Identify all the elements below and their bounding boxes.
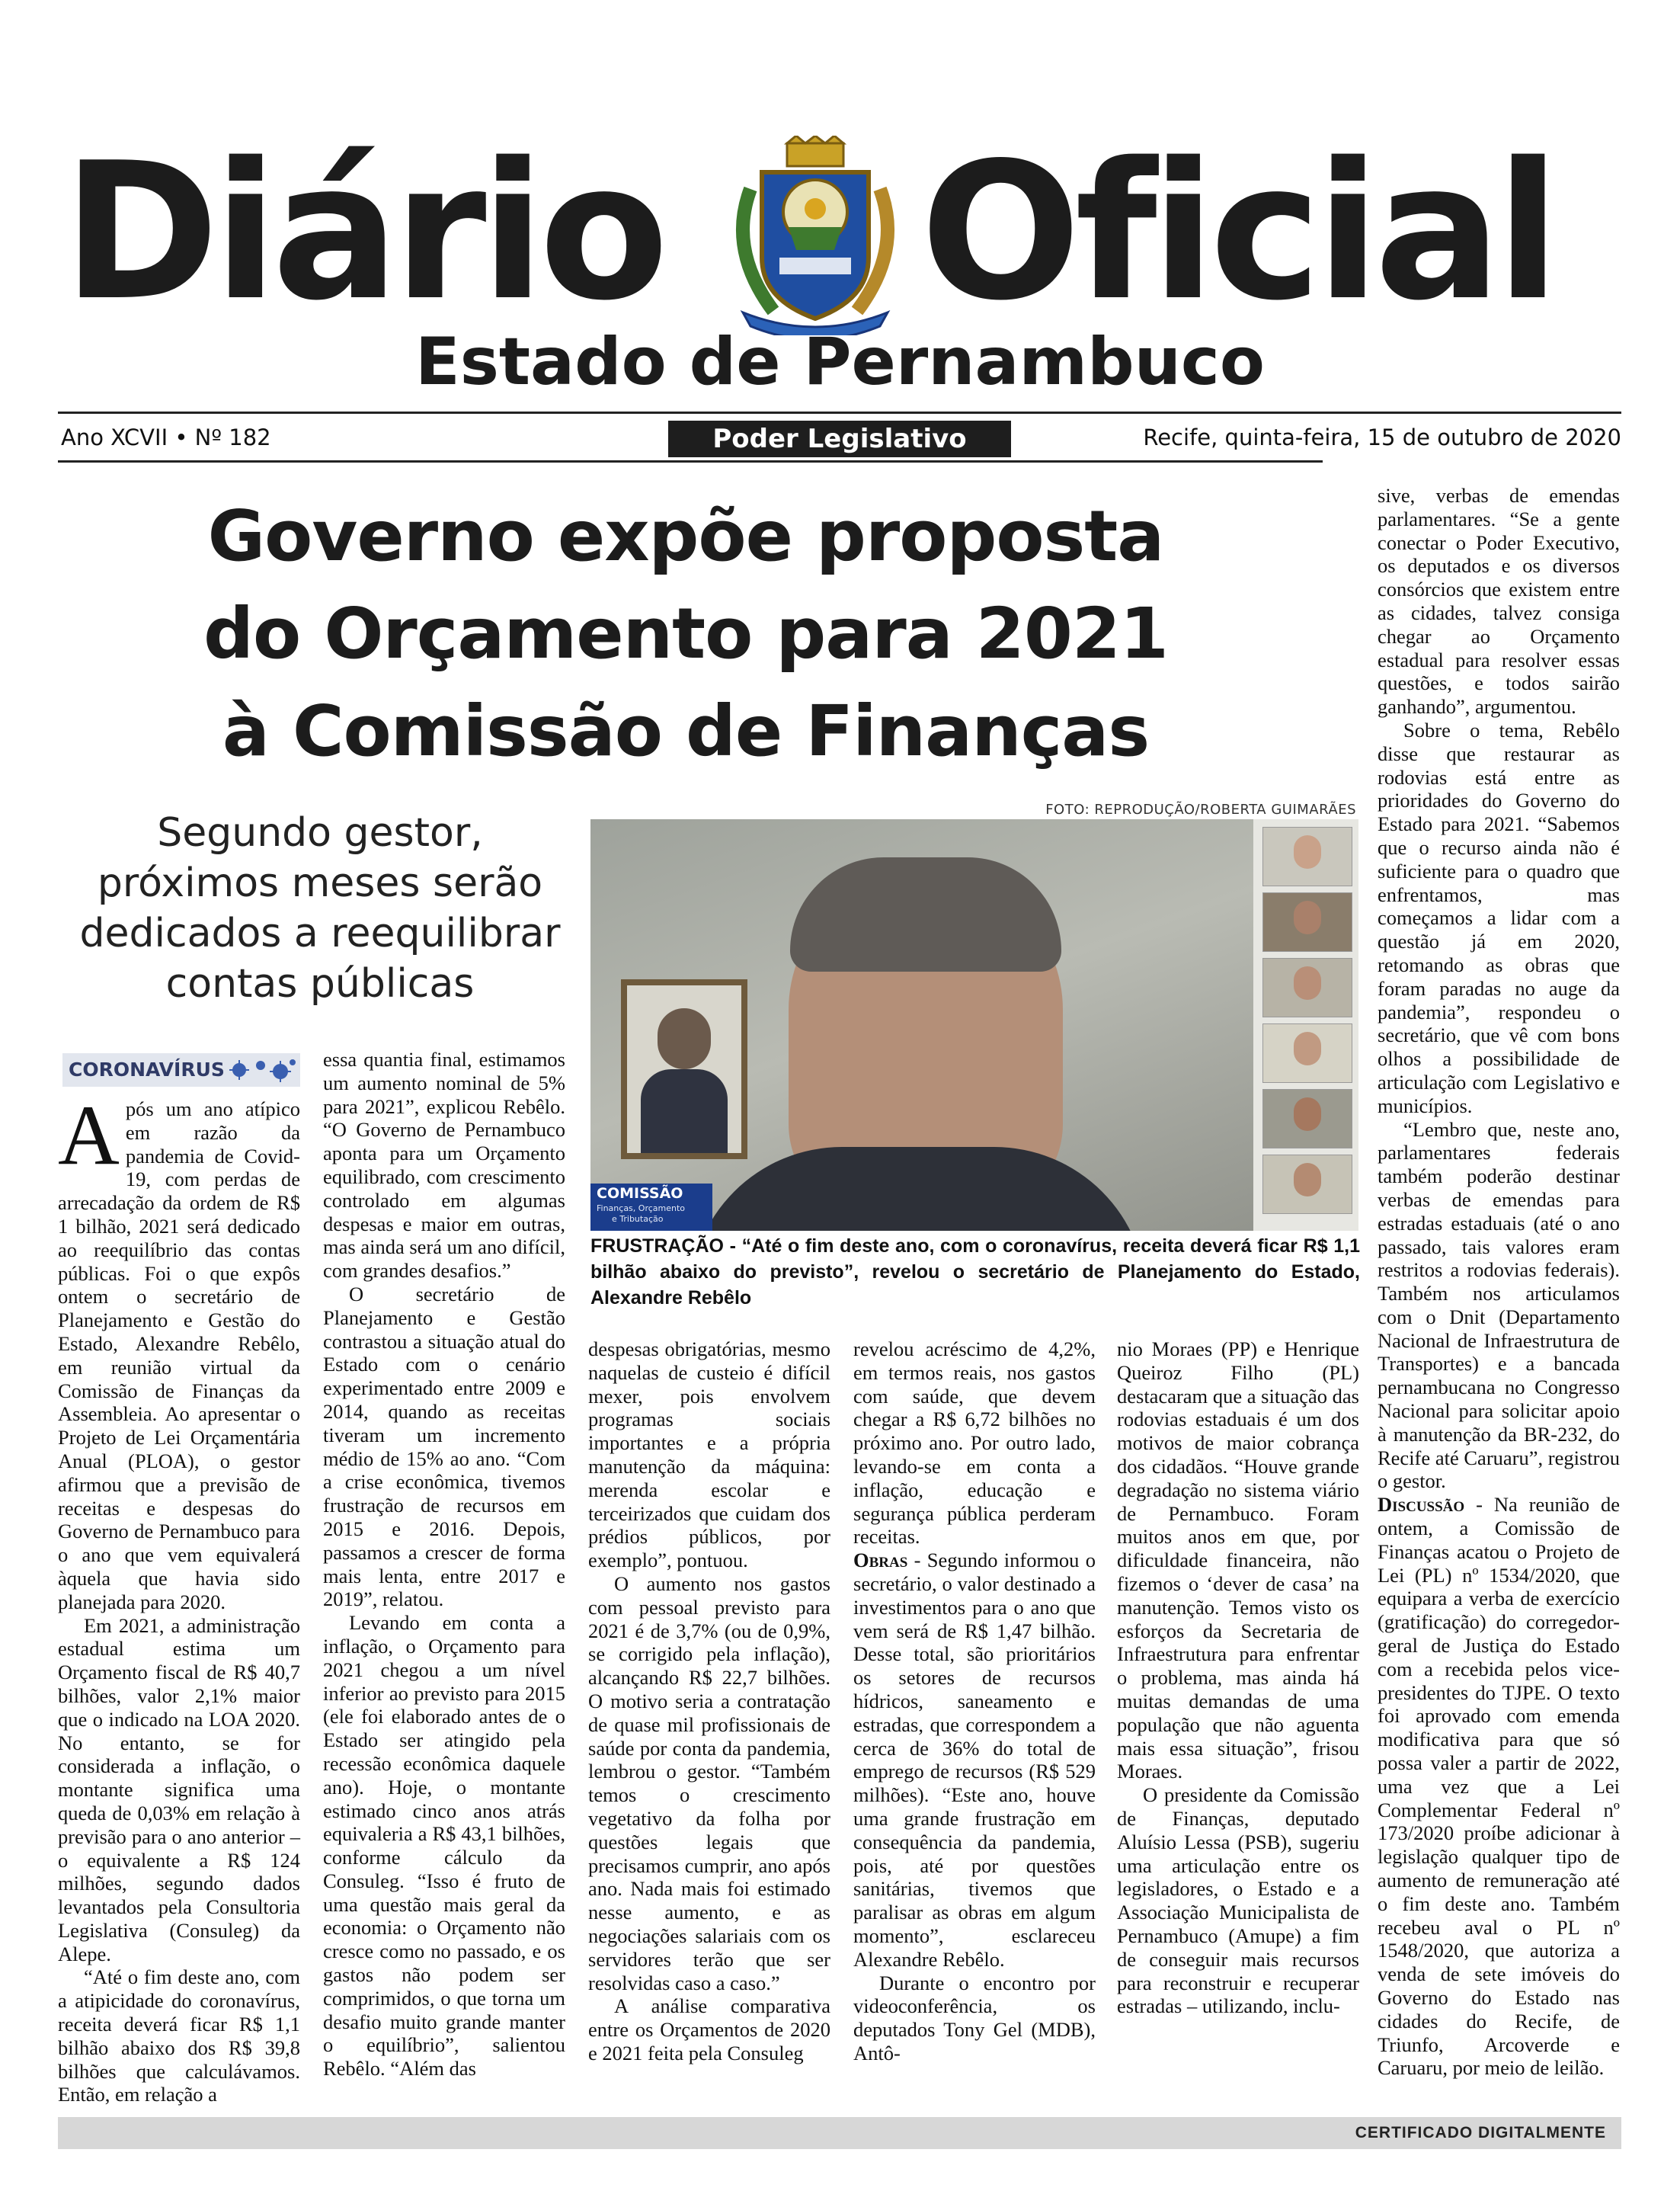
dateline: Recife, quinta-feira, 15 de outubro de 2020: [1143, 424, 1621, 450]
article-column-4: [853, 1337, 1096, 2065]
paragraph: “Lembro que, neste ano, parlamentares federais também poderão destinar verbas de emendas para estradas estaduais (até o ano passado, tais valores eram restritos a rodovias federais). Também nos articulamos com o Dnit (Departamento Nacional de Infraestrutura de Transportes) e a bancada pernambucana no Congresso Nacional para solicitar apoio à manutenção da BR-232, do Recife até Caruaru”, registrou o gestor.: [1378, 1117, 1620, 1493]
participant-thumb: [1262, 1023, 1352, 1083]
masthead-title-right: Oficial: [920, 123, 1555, 342]
edition-number: Ano XCVII • Nº 182: [61, 424, 271, 450]
paragraph: Sobre o tema, Rebêlo disse que restaurar as rodovias está entre as prioridades do Governo do Estado para 2021. “Sabemos que o recurso ainda não é suficiente para o quadro que enfrentamos, mas começamos a lidar com a questão já em 2020, retomando as obras que foram paradas no auge da pandemia”, respondeu o secretário, que vê com bons olhos a possibilidade de articulação com Legislativo e municípios.: [1378, 718, 1620, 1117]
topic-badge-label: CORONAVÍRUS: [69, 1059, 225, 1081]
masthead-title-left: Diário: [62, 123, 663, 342]
paragraph: [1378, 1493, 1620, 2080]
article-headline: [114, 488, 1257, 780]
paragraph: Em 2021, a administração estadual estima um Orçamento fiscal de R$ 40,7 bilhões, valor 2,1% maior que o indicado na LOA 2020. No entanto, se for considerada a inflação, o montante significa uma queda de 0,03% em relação à previsão para o ano anterior – o equivalente a R$ 124 milhões, segundo dados levantados pela Consultoria Legislativa (Consuleg) da Alepe.: [58, 1613, 300, 1965]
deck-line-1: Segundo gestor,: [157, 810, 483, 856]
digital-certification-label: CERTIFICADO DIGITALMENTE: [1355, 2124, 1606, 2141]
article-column-3: [588, 1337, 830, 2065]
article-photo: [590, 819, 1358, 1231]
drop-cap: A: [58, 1088, 120, 1183]
paragraph: despesas obrigatórias, mesmo naquelas de custeio é difícil mexer, pois envolvem programas sociais importantes e a própria manutenção da máquina: merenda escolar e terceirizados que cuidam dos prédios públicos, por exemplo”, pontuou.: [588, 1337, 830, 1572]
photo-credit: FOTO: REPRODUÇÃO/ROBERTA GUIMARÃES: [1045, 802, 1356, 818]
paragraph: essa quantia final, estimamos um aumento nominal de 5% para 2021”, explicou Rebêlo. “O Governo de Pernambuco aponta para um Orçamento equilibrado, com crescimento controlado em algumas despesas e maior em outras, mas ainda será um ano difícil, com grandes desafios.”: [323, 1048, 565, 1283]
paragraph: [58, 1088, 300, 1614]
paragraph: nio Moraes (PP) e Henrique Queiroz Filho (PL) destacaram que a situação das rodovias estaduais é um dos motivos de maior cobrança dos cidadãos. “Houve grande degradação no sistema viário de Pernambuco. Foram muitos anos em que, por dificuldade financeira, não fizemos o ‘dever de casa’ na manutenção. Temos visto os esforços da Secretaria de Infraestrutura para enfrentar o problema, mas ainda há muitas demandas de uma população que não aguenta mais essa situação”, frisou Moraes.: [1117, 1337, 1359, 1783]
paragraph: O presidente da Comissão de Finanças, deputado Aluísio Lessa (PSB), sugeriu uma articulação entre os legisladores, o Estado e a Associação Municipalista de Pernambuco (Amupe) a fim de conseguir mais recursos para reconstruir e recuperar estradas – utilizando, inclu-: [1117, 1783, 1359, 2018]
masthead-rule-bottom: [58, 460, 1323, 463]
paragraph-text: - Segundo informou o secretário, o valor destinado a investimentos para o ano que vem será de R$ 1,47 bilhão. Desse total, são prioritários os setores de recursos hídricos, saneamento e estradas, que correspondem a cerca de 36% do total de emprego de recursos (R$ 529 milhões). “Este ano, houve uma grande frustração em consequência da pandemia, pois, até por questões sanitárias, tivemos que paralisar as obras em algum momento”, esclareceu Alexandre Rebêlo.: [853, 1549, 1096, 1971]
paragraph-text: - Na reunião de ontem, a Comissão de Finanças acatou o Projeto de Lei (PL) nº 1534/2020, que equipara a verba de exercício (gratificação) do corregedor-geral de Justiça do Estado com a recebida pelos vice-presidentes do TJPE. O texto foi aprovado com emenda modificativa para que só possa valer a partir de 2022, uma vez que a Lei Complementar Federal nº 173/2020 proíbe adicionar à legislação qualquer tipo de aumento de remuneração até o fim deste ano. Também recebeu aval o PL nº 1548/2020, que autoriza a venda de sete imóveis do Governo do Estado nas cidades do Recife, de Triunfo, Arcoverde e Caruaru, por meio de leilão.: [1378, 1493, 1620, 2080]
headline-line-1: Governo expõe proposta: [207, 495, 1164, 577]
paragraph: Levando em conta a inflação, o Orçamento para 2021 chegou a um nível inferior ao previsto para 2015 (ele foi elaborado antes de o Estado ser atingido pela recessão econômica daquele ano). Hoje, o montante estimado cinco anos atrás equivaleria a R$ 43,1 bilhões, conforme cálculo da Consuleg. “Isso é fruto de uma questão mais geral da economia: o Orçamento não cresce como no passado, e os gastos não podem ser comprimidos, o que torna um desafio muito grande manter o equilíbrio”, salientou Rebêlo. “Além das: [323, 1611, 565, 2080]
photo-caption: FRUSTRAÇÃO - “Até o fim deste ano, com o coronavírus, receita deverá ficar R$ 1,1 bilhão abaixo do previsto”, revelou o secretário de Planejamento do Estado, Alexandre Rebêlo: [590, 1235, 1360, 1309]
headline-line-3: à Comissão de Finanças: [222, 690, 1150, 772]
paragraph: O aumento nos gastos com pessoal previsto para 2021 é de 3,7% (ou de 0,9%, se corrigido pela inflação), alcançando R$ 22,7 bilhões. O motivo seria a contratação de quase mil profissionais de saúde por conta da pandemia, lembrou o gestor. “Também temos o crescimento vegetativo da folha por questões legais que precisamos cumprir, ano após ano. Nada mais foi estimado nesse aumento, e as negociações salariais com os servidores terão que ser resolvidas caso a caso.”: [588, 1571, 830, 1994]
paragraph: A análise comparativa entre os Orçamentos de 2020 e 2021 feita pela Consuleg: [588, 1994, 830, 2064]
speaker-hair: [790, 857, 1061, 972]
participant-thumb: [1262, 958, 1352, 1017]
paragraph: [853, 1549, 1096, 1971]
participant-thumb: [1262, 1155, 1352, 1214]
headline-line-2: do Orçamento para 2021: [203, 593, 1168, 674]
participant-thumb: [1262, 1089, 1352, 1148]
pernambuco-coat-of-arms-icon: [720, 136, 910, 335]
subhead-discussao: Discussão: [1378, 1493, 1465, 1517]
paragraph: revelou acréscimo de 4,2%, em termos reais, nos gastos com saúde, que devem chegar a R$ 6,72 bilhões no próximo ano. Por outro lado, levando-se em conta a inflação, educação e segurança pública perderam receitas.: [853, 1337, 1096, 1549]
paragraph: O secretário de Planejamento e Gestão contrastou a situação atual do Estado com o cenário experimentado entre 2009 e 2014, quando as receitas tiveram um incremento médio de 15% ao ano. “Com a crise econômica, tivemos frustração de recursos em 2015 e 2016. Depois, passamos a crescer de forma mais lenta, entre 2017 e 2019”, relatou.: [323, 1282, 565, 1611]
section-label: Poder Legislativo: [668, 421, 1011, 457]
paragraph-text: pós um ano atípico em razão da pandemia de Covid-19, com perdas de arrecadação da ordem de R$ 1 bilhão, 2021 será dedicado ao reequilíbrio das contas públicas. Foi o que expôs ontem o secretário de Planejamento e Gestão do Estado, Alexandre Rebêlo, em reunião virtual da Comissão de Finanças da Assembleia. Ao apresentar o Projeto de Lei Orçamentária Anual (PLOA), o gestor afirmou que a previsão de receitas e despesas do Governo de Pernambuco para o ano que vem equivalerá àquela que havia sido planejada para 2020.: [58, 1097, 300, 1613]
lower-third-sub2: e Tributação: [612, 1214, 664, 1224]
article-column-6: [1378, 484, 1620, 2080]
paragraph: “Até o fim deste ano, com a atipicidade do coronavírus, receita deverá ficar R$ 1,1 bilhão abaixo dos R$ 39,8 bilhões que calculávamos. Então, em relação a: [58, 1965, 300, 2106]
paragraph: sive, verbas de emendas parlamentares. “Se a gente conectar o Poder Executivo, os deputados e os diversos consórcios que existem entre as cidades, talvez consiga chegar ao Orçamento estadual para resolver essas questões, e todos sairão ganhando”, argumentou.: [1378, 484, 1620, 719]
deck-line-3: dedicados a reequilibrar: [79, 911, 561, 956]
speaker-suit: [690, 1147, 1147, 1231]
paragraph: Durante o encontro por videoconferência, os deputados Tony Gel (MDB), Antô-: [853, 1971, 1096, 2064]
wall-portrait: [621, 979, 747, 1159]
lower-third-sub1: Finanças, Orçamento: [597, 1203, 686, 1213]
participant-strip: [1253, 819, 1358, 1231]
deck-line-4: contas públicas: [165, 961, 475, 1007]
article-column-5: [1117, 1337, 1359, 2018]
virus-icon: [224, 1056, 297, 1084]
participant-thumb: [1262, 827, 1352, 886]
lower-third: [590, 1184, 712, 1231]
masthead: [0, 123, 1680, 342]
masthead-rule-top: [58, 412, 1621, 414]
deck-line-2: próximos meses serão: [97, 860, 543, 906]
subhead-obras: Obras: [853, 1549, 908, 1572]
article-column-1: [58, 1088, 300, 2106]
article-column-2: [323, 1048, 565, 2080]
footer-bar: [58, 2117, 1621, 2149]
lower-third-title: COMISSÃO: [597, 1185, 683, 1202]
article-deck: [53, 808, 587, 1009]
participant-thumb: [1262, 892, 1352, 952]
masthead-subtitle: Estado de Pernambuco: [415, 324, 1265, 400]
topic-badge: [62, 1053, 300, 1087]
